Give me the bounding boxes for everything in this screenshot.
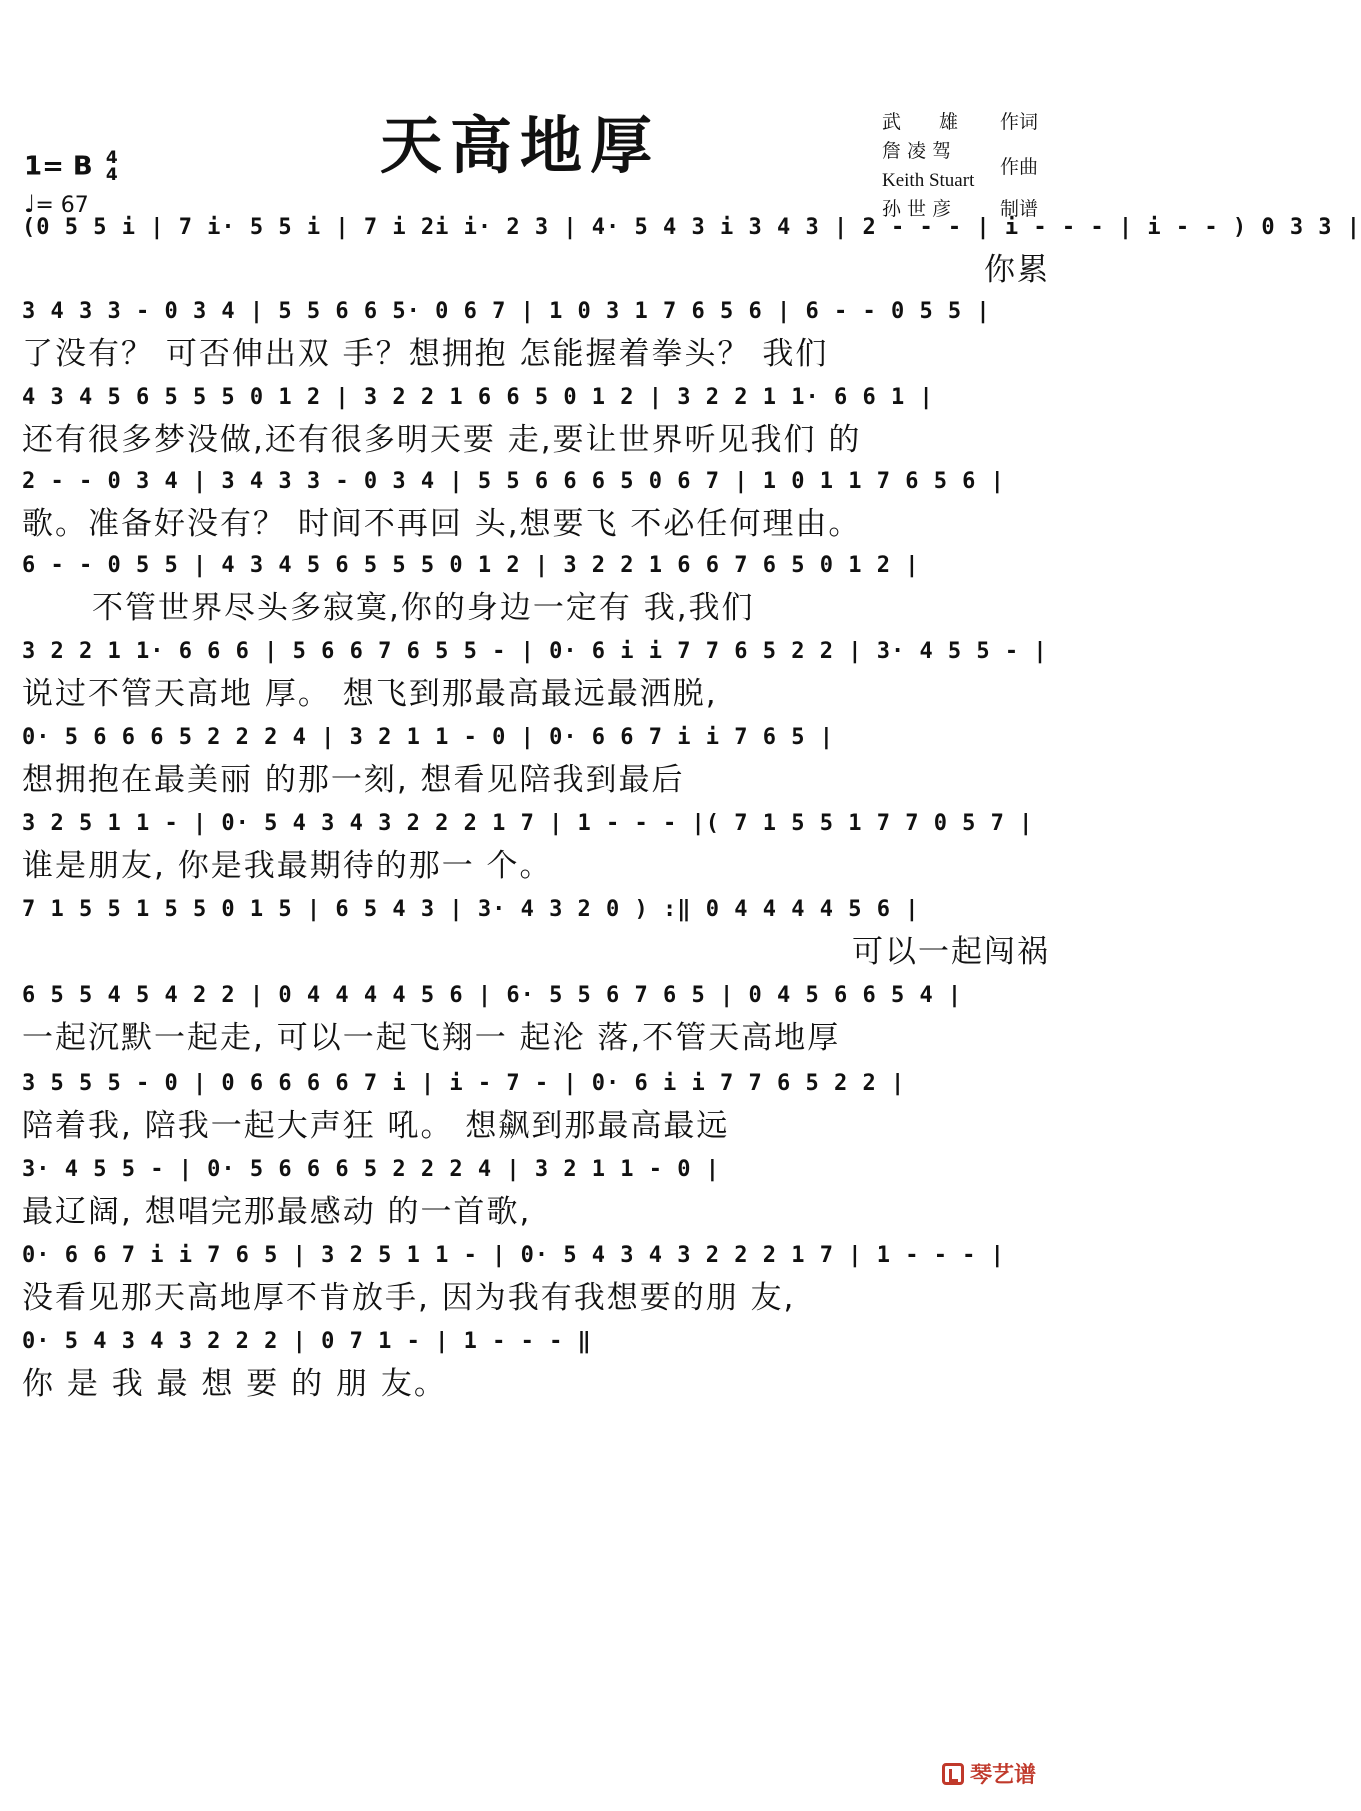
credit-composer-2 bbox=[882, 166, 974, 195]
tempo-value: = 67 bbox=[35, 193, 89, 218]
score-system bbox=[22, 1322, 1050, 1406]
watermark-text: 琴艺谱 bbox=[969, 1763, 1036, 1788]
key-signature bbox=[24, 150, 118, 184]
score-system bbox=[22, 632, 1050, 716]
song-title: 天高地厚 bbox=[380, 109, 661, 182]
notation-line: 0· 5 4 3 4 3 2 2 2 | 0 7 1 - | 1 - - - ‖ bbox=[22, 1329, 592, 1354]
score-system bbox=[22, 462, 1050, 546]
score-system bbox=[22, 546, 1050, 630]
lyric-line: 不管世界尽头多寂寞,你的身边一定有 我,我们 bbox=[92, 590, 755, 626]
score-system bbox=[22, 292, 1050, 376]
lyric-line: 想拥抱在最美丽 的那一刻, 想看见陪我到最后 bbox=[22, 762, 685, 798]
notation-line: 3· 4 5 5 - | 0· 5 6 6 6 5 2 2 2 4 | 3 2 1 1 - 0 | bbox=[22, 1157, 721, 1182]
notation-line: 3 5 5 5 - 0 | 0 6 6 6 6 7 i | i - 7 - | 0· 6 i i 7 7 6 5 2 2 | bbox=[22, 1071, 906, 1096]
lyric-line: 你 是 我 最 想 要 的 朋 友。 bbox=[22, 1366, 447, 1402]
credit-composer bbox=[882, 137, 1039, 178]
time-signature bbox=[106, 150, 118, 184]
credit-lyricist bbox=[882, 108, 1039, 137]
lyric-line: 你累 bbox=[984, 252, 1050, 288]
lyric-line: 最辽阔, 想唱完那最感动 的一首歌, bbox=[22, 1194, 532, 1230]
credit-names: 孙 世 彦 bbox=[882, 198, 952, 220]
lyric-line: 陪着我, 陪我一起大声狂 吼。 想飙到那最高最远 bbox=[22, 1108, 730, 1144]
time-bottom: 4 bbox=[105, 165, 118, 185]
score-system bbox=[22, 804, 1050, 888]
notation-line: 6 - - 0 5 5 | 4 3 4 5 6 5 5 5 0 1 2 | 3 2 2 1 6 6 7 6 5 0 1 2 | bbox=[22, 553, 920, 578]
lyric-line: 说过不管天高地 厚。 想飞到那最高最远最洒脱, bbox=[22, 676, 718, 712]
time-top: 4 bbox=[105, 148, 118, 168]
credit-role: 作曲 bbox=[1000, 156, 1039, 178]
notation-line: 3 2 5 1 1 - | 0· 5 4 3 4 3 2 2 2 1 7 | 1 - - - |( 7 1 5 5 1 7 7 0 5 7 | bbox=[22, 811, 1034, 836]
credits-block bbox=[882, 108, 1039, 224]
key-label: 1= B bbox=[24, 151, 93, 182]
watermark bbox=[942, 1758, 1036, 1789]
notation-line: 3 2 2 1 1· 6 6 6 | 5 6 6 7 6 5 5 - | 0· 6 i i 7 7 6 5 2 2 | 3· 4 5 5 - | bbox=[22, 639, 1048, 664]
notation-line: 7 1 5 5 1 5 5 0 1 5 | 6 5 4 3 | 3· 4 3 2 0 ) :‖ 0 4 4 4 4 5 6 | bbox=[22, 897, 920, 922]
score-system bbox=[22, 208, 1361, 292]
notation-line: 4 3 4 5 6 5 5 5 0 1 2 | 3 2 2 1 6 6 5 0 1 2 | 3 2 2 1 1· 6 6 1 | bbox=[22, 385, 934, 410]
lyric-line: 歌。准备好没有？ 时间不再回 头,想要飞 不必任何理由。 bbox=[22, 506, 862, 542]
score-system bbox=[22, 718, 1050, 802]
score-system bbox=[22, 1236, 1050, 1320]
notation-line: 2 - - 0 3 4 | 3 4 3 3 - 0 3 4 | 5 5 6 6 6 5 0 6 7 | 1 0 1 1 7 6 5 6 | bbox=[22, 469, 1005, 494]
notation-line: 0· 5 6 6 6 5 2 2 2 4 | 3 2 1 1 - 0 | 0· 6 6 7 i i 7 6 5 | bbox=[22, 725, 834, 750]
quarter-note-icon: ♩ bbox=[24, 190, 36, 218]
score-system bbox=[22, 1064, 1050, 1148]
credit-names: Keith Stuart bbox=[882, 170, 975, 191]
lyric-line: 可以一起闯祸 bbox=[852, 934, 1050, 970]
notation-line: 3 4 3 3 - 0 3 4 | 5 5 6 6 5· 0 6 7 | 1 0 3 1 7 6 5 6 | 6 - - 0 5 5 | bbox=[22, 299, 991, 324]
credit-role: 制谱 bbox=[1000, 198, 1039, 220]
notation-line: 6 5 5 4 5 4 2 2 | 0 4 4 4 4 5 6 | 6· 5 5 6 7 6 5 | 0 4 5 6 6 5 4 | bbox=[22, 983, 963, 1008]
score-system bbox=[22, 976, 1050, 1060]
lyric-line: 还有很多梦没做,还有很多明天要 走,要让世界听见我们 的 bbox=[22, 422, 862, 458]
score-system bbox=[22, 1150, 1050, 1234]
lyric-line: 一起沉默一起走, 可以一起飞翔一 起沦 落,不管天高地厚 bbox=[22, 1020, 841, 1056]
score-system bbox=[22, 890, 1050, 974]
lyric-line: 谁是朋友, 你是我最期待的那一 个。 bbox=[22, 848, 553, 884]
score-system bbox=[22, 378, 1050, 462]
logo-icon bbox=[942, 1763, 964, 1785]
credit-role: 作词 bbox=[1000, 111, 1039, 133]
notation-line: 0· 6 6 7 i i 7 6 5 | 3 2 5 1 1 - | 0· 5 4 3 4 3 2 2 2 1 7 | 1 - - - | bbox=[22, 1243, 1005, 1268]
credit-names: 武 雄 bbox=[882, 111, 959, 133]
notation-line: (0 5 5 i | 7 i· 5 5 i | 7 i 2i i· 2 3 | 4· 5 4 3 i 3 4 3 | 2 - - - | i - - - | i - - ) 0 3 3 | bbox=[22, 215, 1361, 240]
credit-names: 詹 凌 驾 bbox=[882, 140, 952, 162]
lyric-line: 没看见那天高地厚不肯放手, 因为我有我想要的朋 友, bbox=[22, 1280, 796, 1316]
lyric-line: 了没有？ 可否伸出双 手？想拥抱 怎能握着拳头？ 我们 bbox=[22, 336, 829, 372]
